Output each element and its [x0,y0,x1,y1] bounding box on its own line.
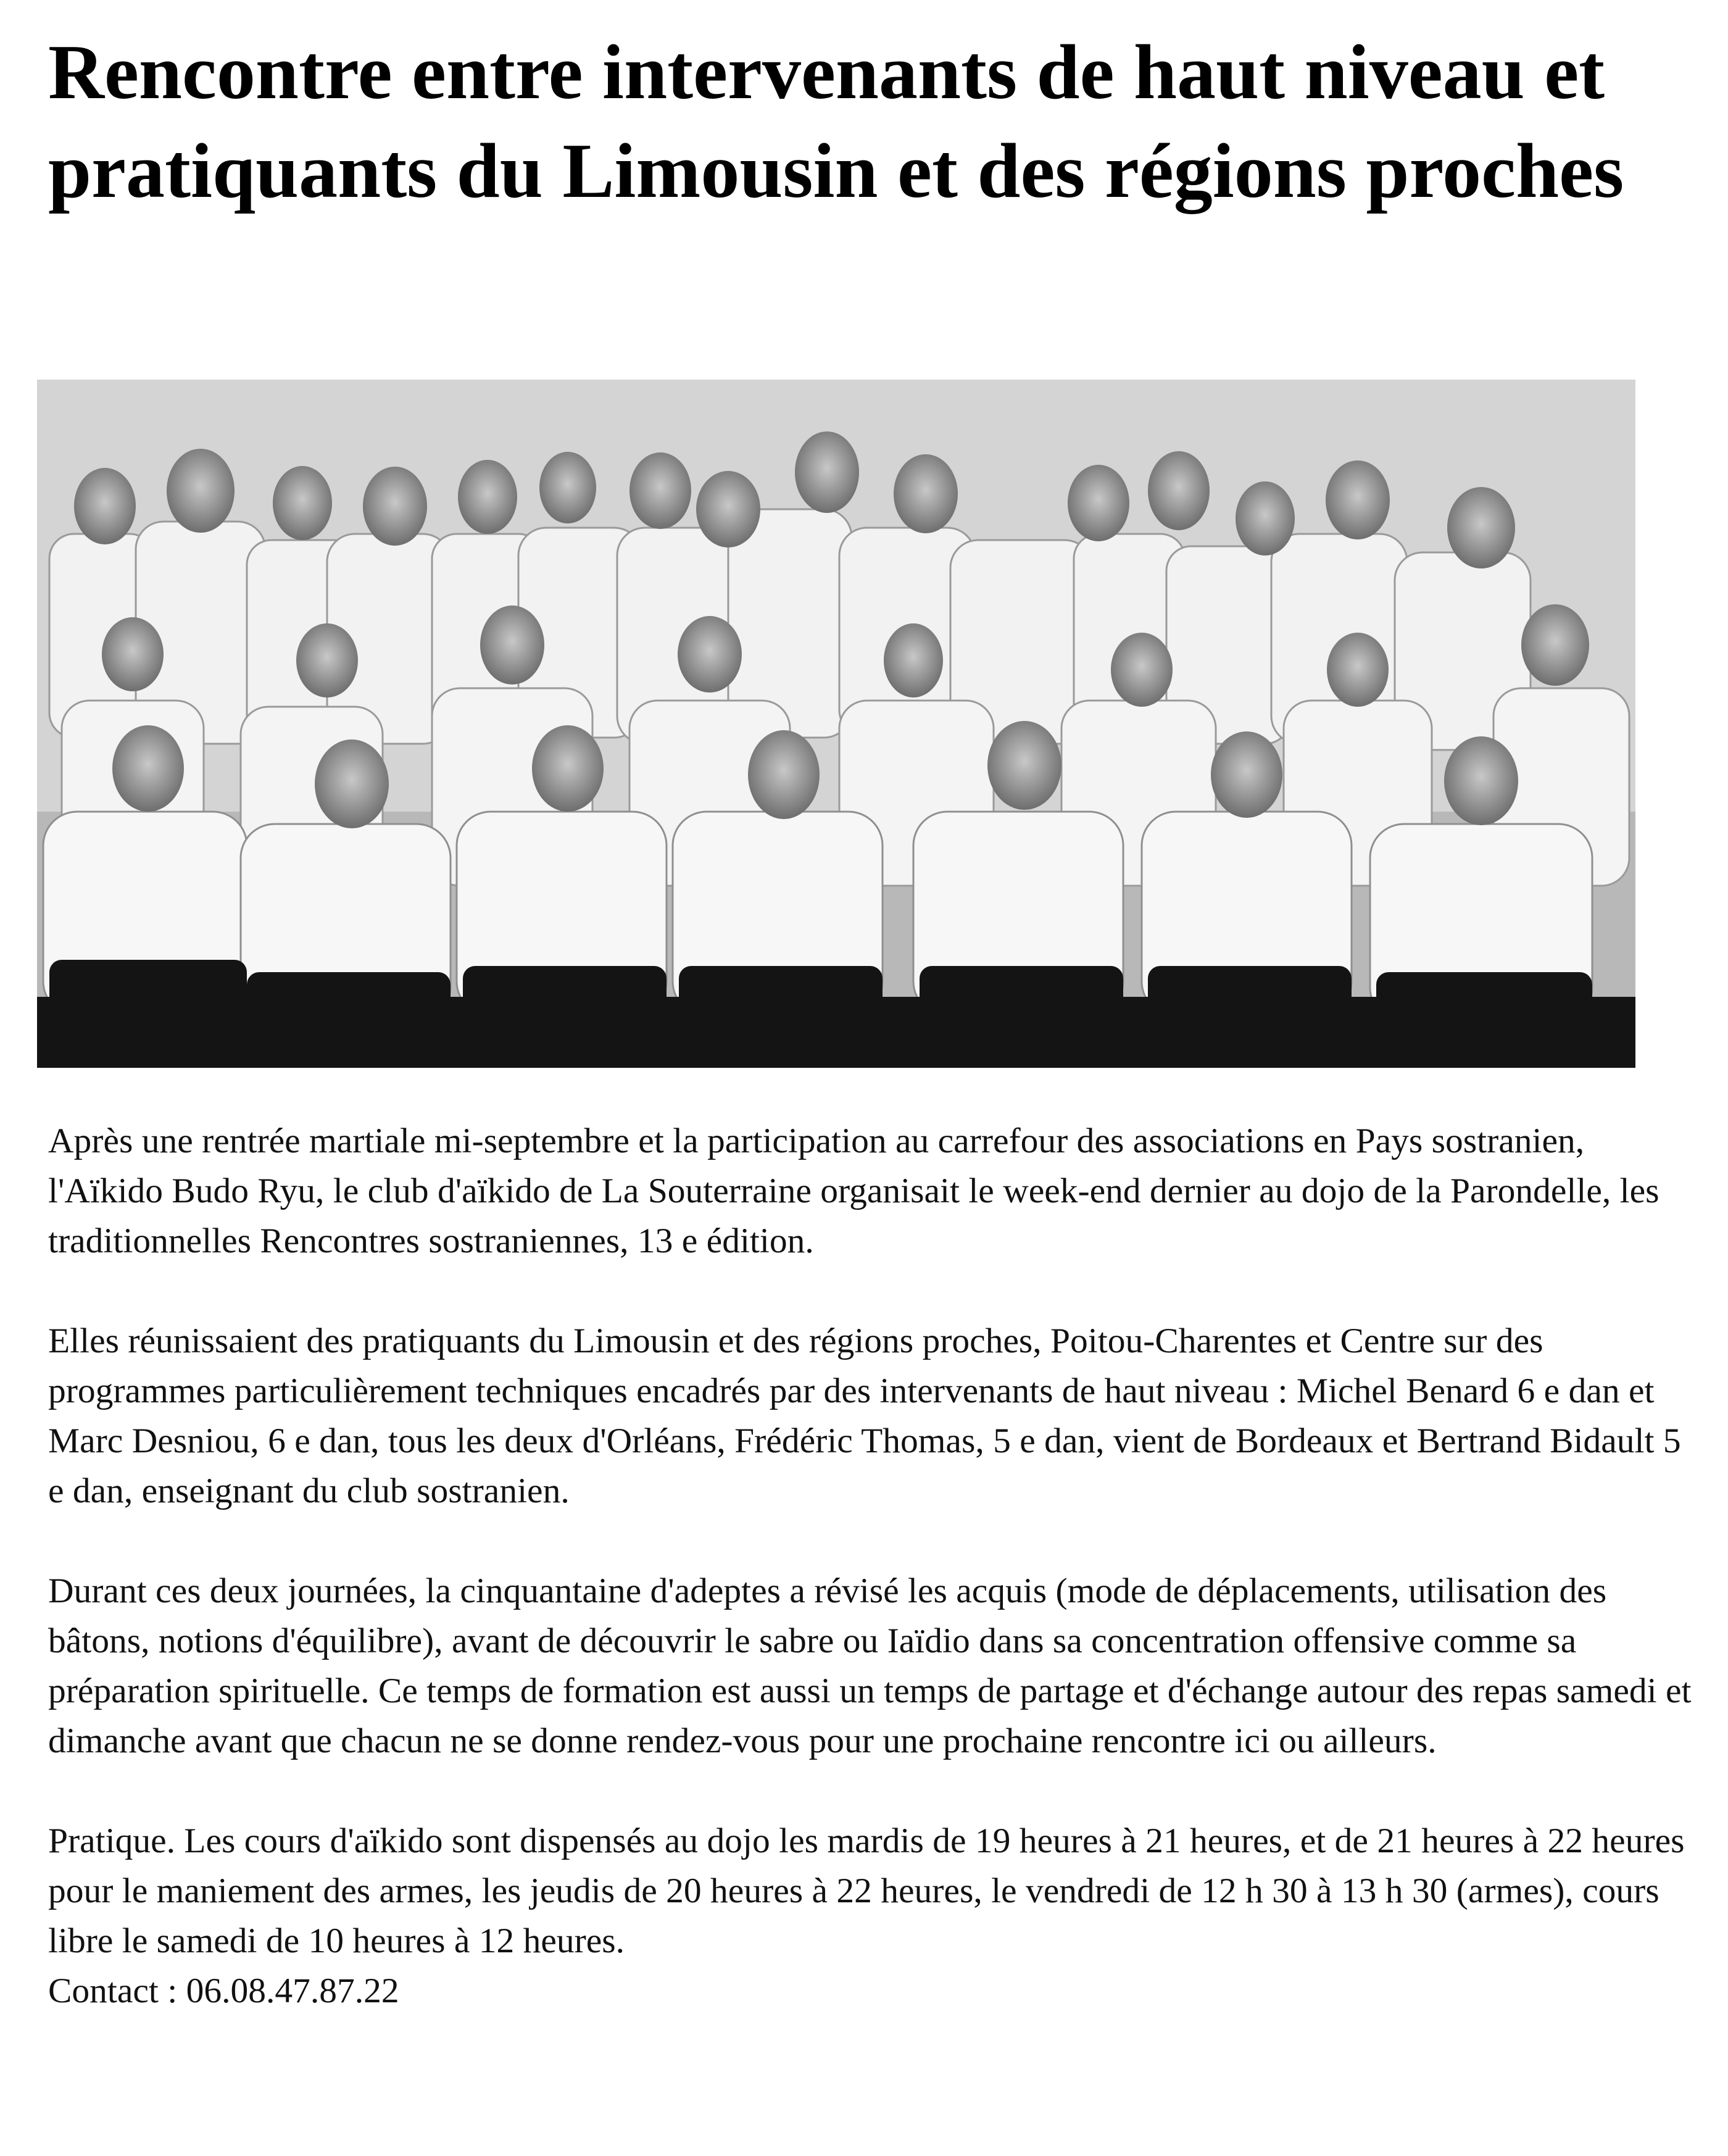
practical-info: Pratique. Les cours d'aïkido sont dispensés au dojo les mardis de 19 heures à 21 heures, et de 21 heures à 22 heures pour le maniement des armes, les jeudis de 20 heures à 22 heures, le vendredi de 12 h 30 à 13 h 30 (armes), cours libre le samedi de 10 heures à 12 heures. [48,1821,1685,1960]
contact-line: Contact : 06.08.47.87.22 [48,1971,399,2010]
article-paragraph-1: Après une rentrée martiale mi-septembre et la participation au carrefour des associations en Pays sostranien, l'Aïkido Budo Ryu, le club d'aïkido de La Souterraine organisait le week-end dernier au dojo de la Parondelle, les traditionnelles Rencontres sostraniennes, 13 e édition. [48,1122,1659,1260]
group-photo-illustration [37,380,1635,1068]
article-paragraph-4 [48,1816,1702,2016]
group-photo [37,380,1635,1068]
article-paragraph-3: Durant ces deux journées, la cinquantaine d'adeptes a révisé les acquis (mode de déplacements, utilisation des bâtons, notions d'équilibre), avant de découvrir le sabre ou Iaïdio dans sa concentration offensive comme sa préparation spirituelle. Ce temps de formation est aussi un temps de partage et d'échange autour des repas samedi et dimanche avant que chacun ne se donne rendez-vous pour une prochaine rencontre ici ou ailleurs. [48,1571,1692,1760]
article-paragraph-2: Elles réunissaient des pratiquants du Limousin et des régions proches, Poitou-Charentes et Centre sur des programmes particulièrement techniques encadrés par des intervenants de haut niveau : Michel Benard 6 e dan et Marc Desniou, 6 e dan, tous les deux d'Orléans, Frédéric Thomas, 5 e dan, vient de Bordeaux et Bertrand Bidault 5 e dan, enseignant du club sostranien. [48,1321,1681,1510]
article-body [48,1116,1702,2016]
article-title: Rencontre entre intervenants de haut niveau et pratiquants du Limousin et des régions proches [48,30,1624,214]
